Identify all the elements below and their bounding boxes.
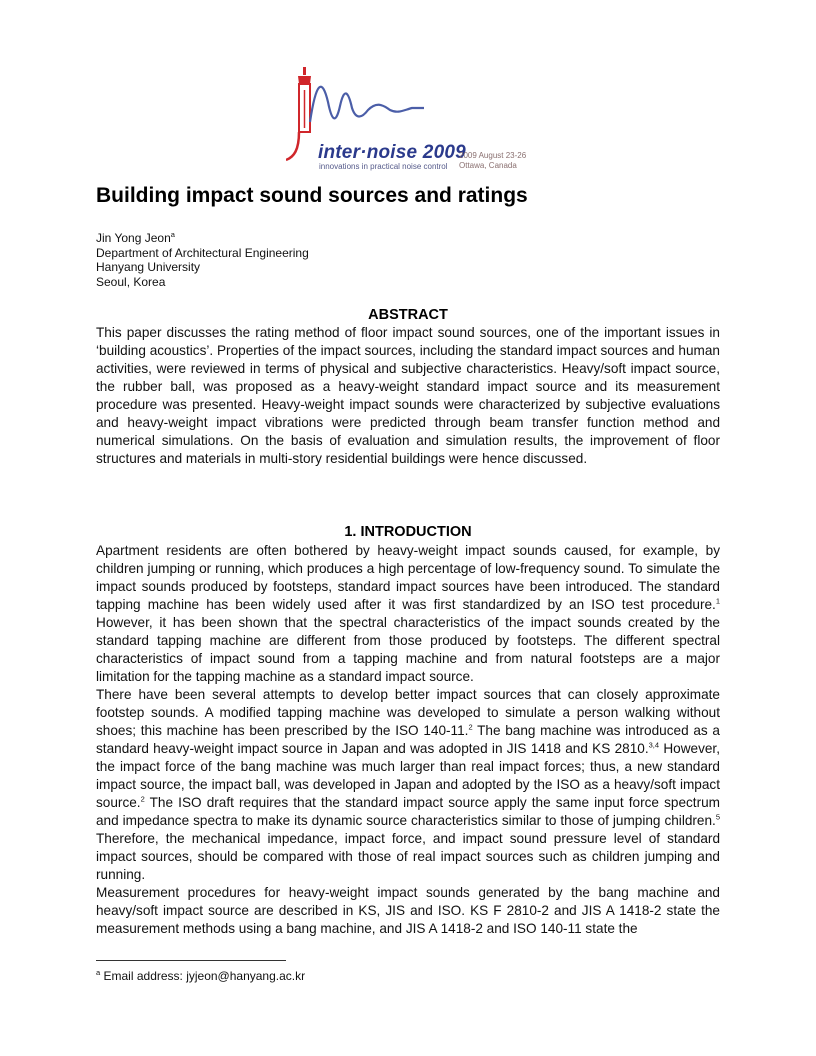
citation-3-4: 3,4	[648, 740, 660, 750]
logo-subtitle: innovations in practical noise control	[319, 162, 448, 171]
footnote-divider	[96, 960, 286, 961]
author-name-text: Jin Yong Jeon	[96, 231, 171, 245]
logo-date-location	[459, 151, 526, 171]
citation-1: 1	[715, 596, 720, 606]
intro-paragraph-1	[96, 542, 720, 686]
paper-title: Building impact sound sources and ratings	[96, 184, 528, 207]
author-mark: a	[170, 230, 175, 239]
author-name	[96, 231, 309, 246]
footnote	[96, 969, 305, 983]
abstract-text	[96, 324, 720, 468]
intro-paragraph-3: Measurement procedures for heavy-weight impact sounds generated by the bang machine and heavy/soft impact source are described in KS, JIS and ISO. KS F 2810-2 and JIS A 1418-2 state the measurement methods using a bang machine, and JIS A 1418-2 and ISO 140-11 state the	[96, 885, 720, 936]
intro-p2-text-a: There have been several attempts to develop better impact sources that can closely approximate footstep sounds. A modified tapping machine was developed to simulate a person walking without shoes; this machine has been prescribed by the ISO 140-11.	[96, 687, 720, 738]
logo-title: inter·noise 2009	[318, 142, 466, 163]
abstract-paragraph: This paper discusses the rating method of floor impact sound sources, one of the important issues in ‘building acoustics’. Properties of the impact sources, including the standard impact sources and human activities, were reviewed in terms of physical and subjective characteristics. Heavy/soft impact source, the rubber ball, was proposed as a heavy-weight standard impact source and its measurement procedure was presented. Heavy-weight impact sounds were characterized by subjective evaluations and heavy-weight impact vibrations were predicted through beam transfer function method and numerical simulations. On the basis of evaluation and simulation results, the improvement of floor structures and materials in multi-story residential buildings were hence discussed.	[96, 325, 720, 466]
abstract-heading: ABSTRACT	[368, 307, 448, 323]
footnote-mark: a	[96, 968, 101, 977]
intro-paragraph-2	[96, 686, 720, 884]
intro-p2-text-e: Therefore, the mechanical impedance, impact force, and impact sound pressure level of standard impact sources, should be compared with those of real impact sources such as children jumping and running.	[96, 831, 720, 882]
citation-5: 5	[715, 812, 720, 822]
intro-p2-text-d: The ISO draft requires that the standard impact source apply the same input force spectrum and impedance spectra to make its dynamic source characteristics similar to those of jumping children.	[96, 795, 720, 828]
footnote-text: Email address: jyjeon@hanyang.ac.kr	[100, 969, 306, 983]
logo-location: Ottawa, Canada	[459, 161, 517, 170]
logo-date: 2009 August 23-26	[459, 151, 527, 160]
introduction-body	[96, 542, 720, 938]
intro-p1-text-b: However, it has been shown that the spectral characteristics of the impact sounds created by the standard tapping machine are different from those produced by footsteps. The different spectral characteristics of impact sound from a tapping machine and from natural footsteps are a major limitation for the tapping machine as a standard impact source.	[96, 615, 720, 684]
intro-p2-text-b: The bang machine was introduced as a standard heavy-weight impact source in Japan and was adopted in JIS 1418 and KS 2810.	[96, 723, 720, 756]
introduction-heading: 1. INTRODUCTION	[344, 524, 472, 540]
conference-logo	[286, 62, 566, 177]
intro-p2-text-c: However, the impact force of the bang machine was much larger than real impact forces; thus, a new standard impact source, the impact ball, was developed in Japan and adopted by the ISO as a heavy/soft impact source.	[96, 741, 720, 810]
author-block	[96, 231, 309, 289]
citation-2b: 2	[140, 794, 145, 804]
affiliation-line-2: Hanyang University	[96, 260, 201, 274]
intro-p1-text-a: Apartment residents are often bothered by heavy-weight impact sounds caused, for example, by children jumping or running, which produces a high percentage of low-frequency sound. To simulate the impact sounds produced by footsteps, standard impact sources have been introduced. The standard tapping machine has been widely used after it was first standardized by an ISO test procedure.	[96, 543, 720, 612]
affiliation-line-1: Department of Architectural Engineering	[96, 245, 309, 260]
affiliation-line-3: Seoul, Korea	[96, 274, 166, 289]
citation-2: 2	[468, 722, 473, 732]
